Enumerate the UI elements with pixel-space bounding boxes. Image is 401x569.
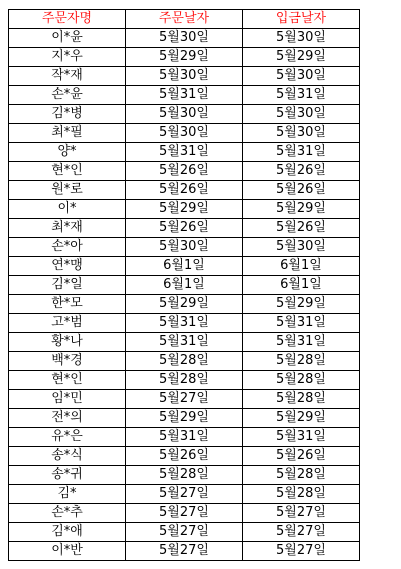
order-date-cell: 6월1일 <box>126 257 243 276</box>
order-date-cell: 5월26일 <box>126 181 243 200</box>
deposit-date-cell: 6월1일 <box>243 276 360 295</box>
table-row <box>9 200 360 219</box>
order-date-cell: 5월31일 <box>126 143 243 162</box>
deposit-date-cell: 5월30일 <box>243 124 360 143</box>
orderer-name-cell: 이*윤 <box>9 29 126 48</box>
order-date-cell: 5월27일 <box>126 542 243 561</box>
deposit-date-cell: 5월29일 <box>243 48 360 67</box>
order-sheet <box>8 9 360 561</box>
orderer-name-cell: 작*재 <box>9 67 126 86</box>
table-row <box>9 143 360 162</box>
table-row <box>9 219 360 238</box>
order-date-cell: 5월29일 <box>126 409 243 428</box>
deposit-date-cell: 5월26일 <box>243 162 360 181</box>
deposit-date-cell: 5월26일 <box>243 219 360 238</box>
table-row <box>9 371 360 390</box>
deposit-date-cell: 5월30일 <box>243 67 360 86</box>
table-row <box>9 504 360 523</box>
deposit-date-cell: 5월31일 <box>243 143 360 162</box>
deposit-date-cell: 6월1일 <box>243 257 360 276</box>
table-row <box>9 447 360 466</box>
orderer-name-cell: 임*민 <box>9 390 126 409</box>
orderer-name-cell: 양* <box>9 143 126 162</box>
order-date-cell: 5월30일 <box>126 124 243 143</box>
order-date-cell: 5월28일 <box>126 352 243 371</box>
deposit-date-cell: 5월28일 <box>243 352 360 371</box>
deposit-date-cell: 5월27일 <box>243 523 360 542</box>
table-row <box>9 295 360 314</box>
orderer-name-cell: 고*범 <box>9 314 126 333</box>
order-date-cell: 5월30일 <box>126 105 243 124</box>
table-row <box>9 276 360 295</box>
orderer-name-cell: 원*로 <box>9 181 126 200</box>
deposit-date-cell: 5월29일 <box>243 295 360 314</box>
deposit-date-cell: 5월30일 <box>243 238 360 257</box>
order-rows <box>9 29 360 561</box>
orderer-name-cell: 백*경 <box>9 352 126 371</box>
deposit-date-cell: 5월31일 <box>243 428 360 447</box>
header-orderer-name: 주문자명 <box>9 10 126 29</box>
deposit-date-cell: 5월28일 <box>243 485 360 504</box>
orderer-name-cell: 김*일 <box>9 276 126 295</box>
deposit-date-cell: 5월30일 <box>243 29 360 48</box>
order-date-cell: 5월29일 <box>126 295 243 314</box>
deposit-date-cell: 5월29일 <box>243 409 360 428</box>
table-row <box>9 390 360 409</box>
deposit-date-cell: 5월26일 <box>243 181 360 200</box>
order-date-cell: 5월26일 <box>126 162 243 181</box>
orderer-name-cell: 황*나 <box>9 333 126 352</box>
orderer-name-cell: 최*필 <box>9 124 126 143</box>
deposit-date-cell: 5월27일 <box>243 504 360 523</box>
deposit-date-cell: 5월31일 <box>243 333 360 352</box>
order-date-cell: 5월27일 <box>126 485 243 504</box>
table-row <box>9 352 360 371</box>
order-date-cell: 5월31일 <box>126 86 243 105</box>
order-date-cell: 5월26일 <box>126 447 243 466</box>
deposit-date-cell: 5월26일 <box>243 447 360 466</box>
orderer-name-cell: 송*식 <box>9 447 126 466</box>
header-deposit-date: 입금날자 <box>243 10 360 29</box>
order-table <box>8 9 360 561</box>
orderer-name-cell: 유*은 <box>9 428 126 447</box>
orderer-name-cell: 김*애 <box>9 523 126 542</box>
order-date-cell: 5월29일 <box>126 48 243 67</box>
orderer-name-cell: 한*모 <box>9 295 126 314</box>
table-row <box>9 238 360 257</box>
order-date-cell: 5월31일 <box>126 333 243 352</box>
table-row <box>9 105 360 124</box>
orderer-name-cell: 전*의 <box>9 409 126 428</box>
table-row <box>9 523 360 542</box>
table-row <box>9 67 360 86</box>
deposit-date-cell: 5월31일 <box>243 314 360 333</box>
order-date-cell: 5월27일 <box>126 504 243 523</box>
orderer-name-cell: 현*인 <box>9 162 126 181</box>
deposit-date-cell: 5월29일 <box>243 200 360 219</box>
deposit-date-cell: 5월28일 <box>243 466 360 485</box>
deposit-date-cell: 5월28일 <box>243 390 360 409</box>
order-date-cell: 5월31일 <box>126 428 243 447</box>
table-row <box>9 409 360 428</box>
table-row <box>9 257 360 276</box>
header-row <box>9 10 360 29</box>
orderer-name-cell: 송*귀 <box>9 466 126 485</box>
order-date-cell: 5월30일 <box>126 238 243 257</box>
deposit-date-cell: 5월30일 <box>243 105 360 124</box>
table-row <box>9 466 360 485</box>
orderer-name-cell: 이* <box>9 200 126 219</box>
order-date-cell: 5월30일 <box>126 67 243 86</box>
table-row <box>9 333 360 352</box>
table-row <box>9 181 360 200</box>
orderer-name-cell: 연*맹 <box>9 257 126 276</box>
orderer-name-cell: 최*재 <box>9 219 126 238</box>
order-date-cell: 5월28일 <box>126 371 243 390</box>
table-row <box>9 86 360 105</box>
order-date-cell: 5월30일 <box>126 29 243 48</box>
orderer-name-cell: 지*우 <box>9 48 126 67</box>
header-order-date: 주문날자 <box>126 10 243 29</box>
table-row <box>9 428 360 447</box>
order-date-cell: 5월27일 <box>126 390 243 409</box>
order-date-cell: 5월26일 <box>126 219 243 238</box>
table-row <box>9 485 360 504</box>
order-date-cell: 5월31일 <box>126 314 243 333</box>
table-row <box>9 29 360 48</box>
orderer-name-cell: 손*아 <box>9 238 126 257</box>
order-date-cell: 5월28일 <box>126 466 243 485</box>
deposit-date-cell: 5월31일 <box>243 86 360 105</box>
orderer-name-cell: 김*병 <box>9 105 126 124</box>
order-date-cell: 6월1일 <box>126 276 243 295</box>
table-row <box>9 48 360 67</box>
orderer-name-cell: 김* <box>9 485 126 504</box>
orderer-name-cell: 현*인 <box>9 371 126 390</box>
table-row <box>9 162 360 181</box>
table-row <box>9 314 360 333</box>
order-date-cell: 5월27일 <box>126 523 243 542</box>
orderer-name-cell: 손*윤 <box>9 86 126 105</box>
orderer-name-cell: 이*반 <box>9 542 126 561</box>
table-row <box>9 542 360 561</box>
order-date-cell: 5월29일 <box>126 200 243 219</box>
deposit-date-cell: 5월27일 <box>243 542 360 561</box>
deposit-date-cell: 5월28일 <box>243 371 360 390</box>
table-row <box>9 124 360 143</box>
orderer-name-cell: 손*추 <box>9 504 126 523</box>
